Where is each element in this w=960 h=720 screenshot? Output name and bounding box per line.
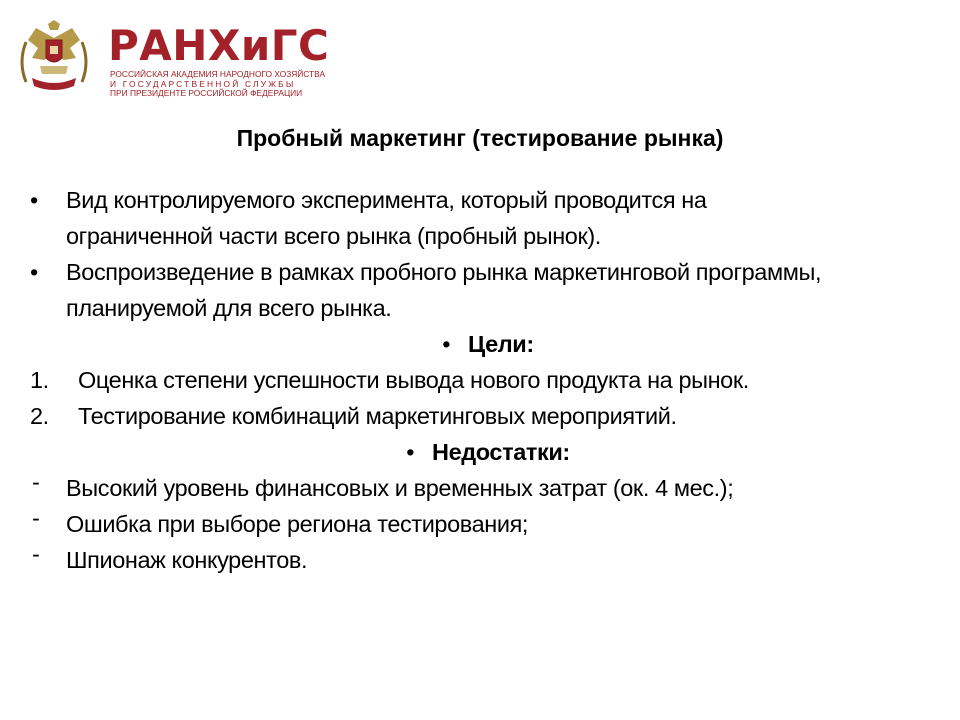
goals-heading	[28, 326, 948, 362]
bullet-icon: •	[442, 331, 451, 357]
dash-item	[28, 470, 948, 506]
dash-icon: -	[32, 541, 40, 567]
slide-body	[28, 182, 948, 578]
numbered-item	[28, 398, 948, 434]
dash-icon: -	[32, 469, 40, 495]
numbered-item	[28, 362, 948, 398]
bullet-text: Вид контролируемого эксперимента, который проводится на	[66, 187, 707, 213]
eagle-emblem-icon	[14, 18, 94, 98]
goals-heading-text: Цели:	[468, 331, 534, 357]
dash-item	[28, 506, 948, 542]
bullet-text: планируемой для всего рынка.	[66, 295, 392, 321]
brand-name: РАНХиГС	[108, 21, 330, 70]
numbered-text: Оценка степени успешности вывода нового продукта на рынок.	[78, 367, 749, 393]
item-number: 2.	[30, 403, 49, 429]
bullet-icon: •	[406, 439, 415, 465]
drawbacks-heading	[28, 434, 948, 470]
dash-text: Шпионаж конкурентов.	[66, 547, 308, 573]
brand-subtitle	[110, 70, 334, 99]
bullet-icon: •	[30, 187, 38, 213]
bullet-item	[28, 182, 948, 254]
bullet-text: Воспроизведение в рамках пробного рынка маркетинговой программы,	[66, 259, 822, 285]
bullet-item	[28, 254, 948, 326]
bullet-icon: •	[30, 259, 38, 285]
dash-text: Ошибка при выборе региона тестирования;	[66, 511, 529, 537]
item-number: 1.	[30, 367, 49, 393]
slide-title: Пробный маркетинг (тестирование рынка)	[236, 125, 724, 151]
dash-icon: -	[32, 505, 40, 531]
dash-item	[28, 542, 948, 578]
numbered-text: Тестирование комбинаций маркетинговых мероприятий.	[78, 403, 677, 429]
dash-text: Высокий уровень финансовых и временных затрат (ок. 4 мес.);	[66, 475, 734, 501]
brand-subtitle-line: РОССИЙСКАЯ АКАДЕМИЯ НАРОДНОГО ХОЗЯЙСТВА	[110, 69, 326, 79]
ranepa-logo	[14, 18, 334, 100]
brand-subtitle-line: И ГОСУДАРСТВЕННОЙ СЛУЖБЫ	[110, 78, 296, 89]
bullet-text: ограниченной части всего рынка (пробный рынок).	[66, 223, 601, 249]
drawbacks-heading-text: Недостатки:	[432, 439, 570, 465]
brand-subtitle-line: ПРИ ПРЕЗИДЕНТЕ РОССИЙСКОЙ ФЕДЕРАЦИИ	[110, 88, 303, 99]
